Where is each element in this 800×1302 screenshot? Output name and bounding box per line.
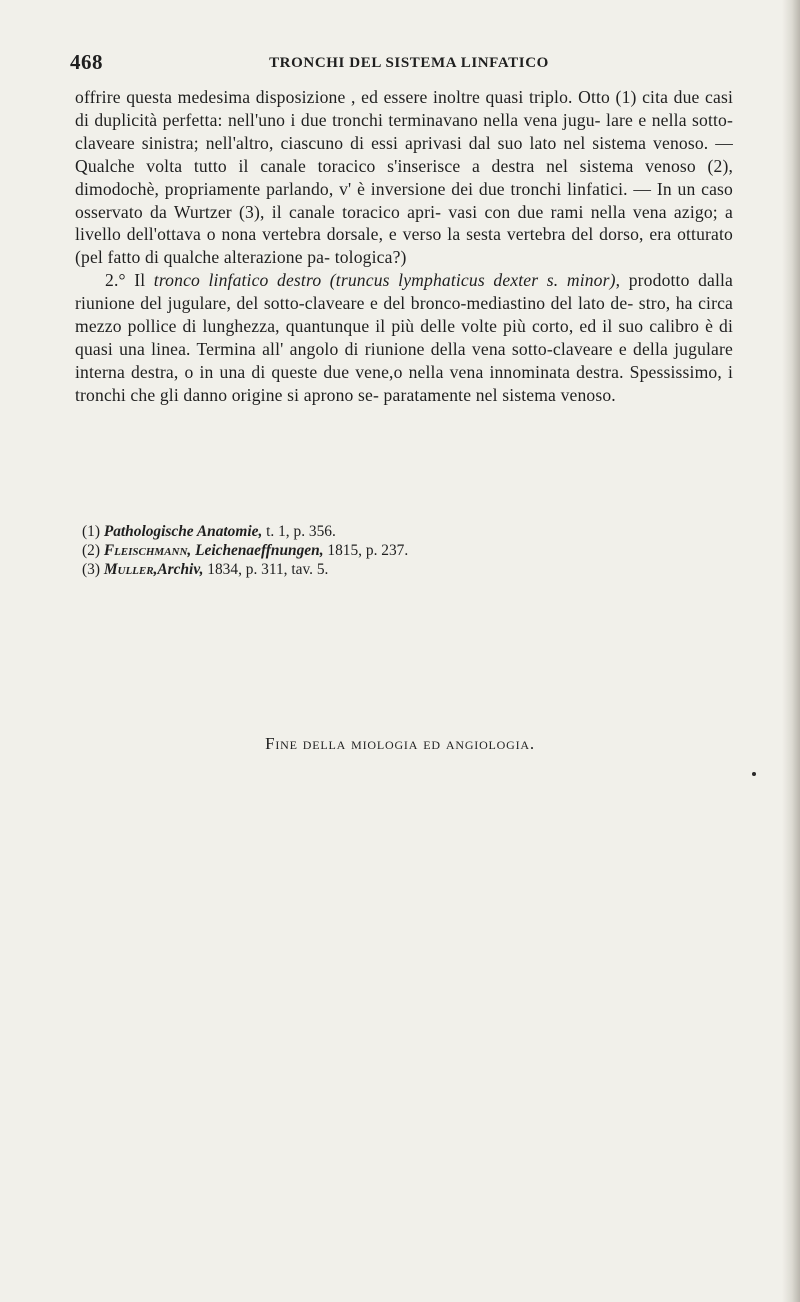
footnote-title: Pathologische Anatomie, (103, 523, 263, 540)
paragraph-continued: offrire questa medesima disposizione , ed essere inoltre quasi triplo. Otto (1) cita due casi di duplicità perfetta: nell'uno i due tronchi terminavano nella vena jugu- lare e nella sotto-claveare sinistra; nell'altro, ciascuno di essi aprivasi dal suo lato nel sistema venoso. — Qualche volta tutto il canale toracico s'inserisce a destra nel sistema venoso (2), dimodochè, propriamente parlando, v' è inversione dei due tronchi linfatici. — In un caso osservato da Wurtzer (3), il canale toracico apri- vasi con due rami nella vena azigo; a livello dell'ottava o nona vertebra dorsale, e verso la sesta vertebra del dorso, era otturato (pel fatto di qualche alterazione pa- tologica?) (75, 87, 733, 268)
closing-line (0, 734, 800, 754)
footnote-author: Fleischmann, (103, 542, 192, 559)
anatomical-term: tronco linfatico destro (truncus lymphaticus dexter s. minor) (153, 270, 616, 291)
footnote-title: Leichenaeffnungen, (195, 542, 324, 559)
page-header (70, 50, 730, 80)
footnote-number: (3) (82, 561, 100, 578)
paragraph-text: , prodotto dalla riunione del jugulare, del sotto-claveare e del bronco-mediastino del lato de- stro, ha circa mezzo pollice di lunghezza, quantunque il più delle volte più corto, ed il suo calibro è di quasi una linea. Termina all' angolo di riunione della vena sotto-claveare e della jugulare interna destra, o in una di queste due vene,o nella vena innominata destra. Spessissimo, i tronchi che gli danno origine si aprono se- paratamente nel sistema venoso. (75, 270, 734, 405)
body-text (75, 86, 733, 407)
footnote-number: (1) (82, 523, 100, 540)
footnotes (82, 522, 702, 579)
ink-speck (752, 772, 756, 776)
footnote-reference: 1815, p. 237. (323, 542, 409, 559)
footnote-number: (2) (82, 542, 100, 559)
closing-text: Fine della miologia ed angiologia. (265, 734, 535, 753)
footnote-title: Archiv, (157, 561, 204, 578)
paragraph-prefix: 2.° Il (105, 270, 154, 291)
footnote-reference: t. 1, p. 356. (262, 523, 336, 540)
footnote-author: Muller, (103, 561, 158, 578)
footnote-3 (82, 560, 702, 579)
page-edge-shadow (782, 0, 800, 1302)
paragraph-right-lymphatic-trunk (75, 269, 733, 406)
footnote-reference: 1834, p. 311, tav. 5. (203, 561, 329, 578)
footnote-2 (82, 541, 702, 560)
page-number: 468 (70, 50, 103, 74)
footnote-1 (82, 522, 702, 541)
running-title: TRONCHI DEL SISTEMA LINFATICO (269, 55, 549, 71)
